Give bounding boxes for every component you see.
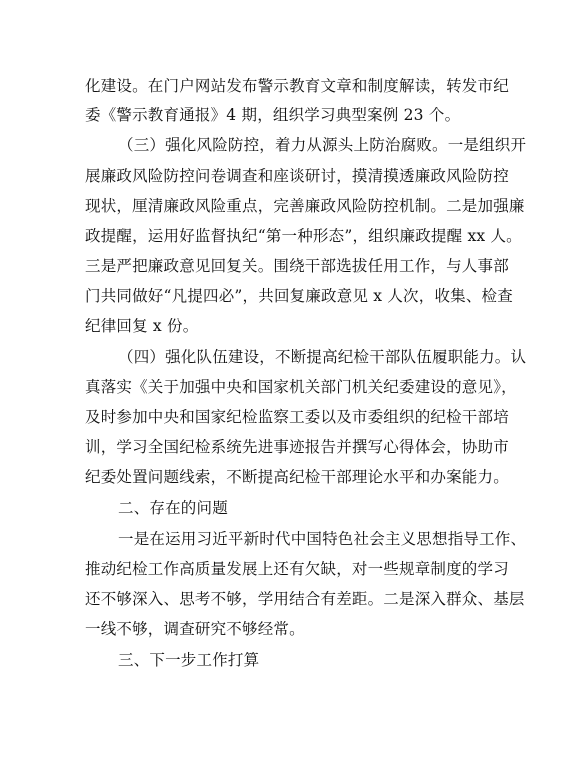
section-four-heading-line: （四）强化队伍建设，不断提高纪检干部队伍履职能力。认	[118, 348, 527, 366]
paragraph-line-7: 三是严把廉政意见回复关。围绕干部选拔任用工作，与人事部	[85, 257, 509, 275]
paragraph-line-18: 还不够深入、思考不够，学用结合有差距。二是深入群众、基层	[85, 590, 525, 608]
paragraph-line-13: 训，学习全国纪检系统先进事迹报告并撰写心得体会，协助市	[85, 438, 509, 456]
paragraph-line-8: 门共同做好“凡提四必”，共回复廉政意见 x 人次，收集、检查	[85, 287, 513, 305]
paragraph-line-1: 化建设。在门户网站发布警示教育文章和制度解读，转发市纪	[85, 77, 509, 95]
paragraph-line-14: 纪委处置问题线索，不断提高纪检干部理论水平和办案能力。	[85, 468, 509, 486]
paragraph-line-16: 一是在运用习近平新时代中国特色社会主义思想指导工作、	[118, 530, 527, 548]
paragraph-line-2: 委《警示教育通报》4 期，组织学习典型案例 23 个。	[85, 106, 461, 124]
paragraph-line-11: 真落实《关于加强中央和国家机关部门机关纪委建设的意见》，	[85, 378, 517, 396]
paragraph-line-9: 纪律回复 x 份。	[85, 317, 199, 335]
paragraph-line-5: 现状，厘清廉政风险重点，完善廉政风险防控机制。二是加强廉	[85, 197, 525, 215]
paragraph-line-4: 展廉政风险防控问卷调查和座谈研讨，摸清摸透廉政风险防控	[85, 167, 509, 185]
paragraph-line-17: 推动纪检工作高质量发展上还有欠缺，对一些规章制度的学习	[85, 560, 509, 578]
heading-problems: 二、存在的问题	[118, 499, 228, 517]
paragraph-line-6: 政提醒，运用好监督执纪“第一种形态”，组织廉政提醒 xx 人。	[85, 227, 522, 245]
paragraph-line-19: 一线不够，调查研究不够经常。	[85, 620, 305, 638]
paragraph-line-12: 及时参加中央和国家纪检监察工委以及市委组织的纪检干部培	[85, 408, 509, 426]
section-three-heading-line: （三）强化风险防控，着力从源头上防治腐败。一是组织开	[118, 136, 527, 154]
heading-next-steps: 三、下一步工作打算	[118, 651, 260, 669]
